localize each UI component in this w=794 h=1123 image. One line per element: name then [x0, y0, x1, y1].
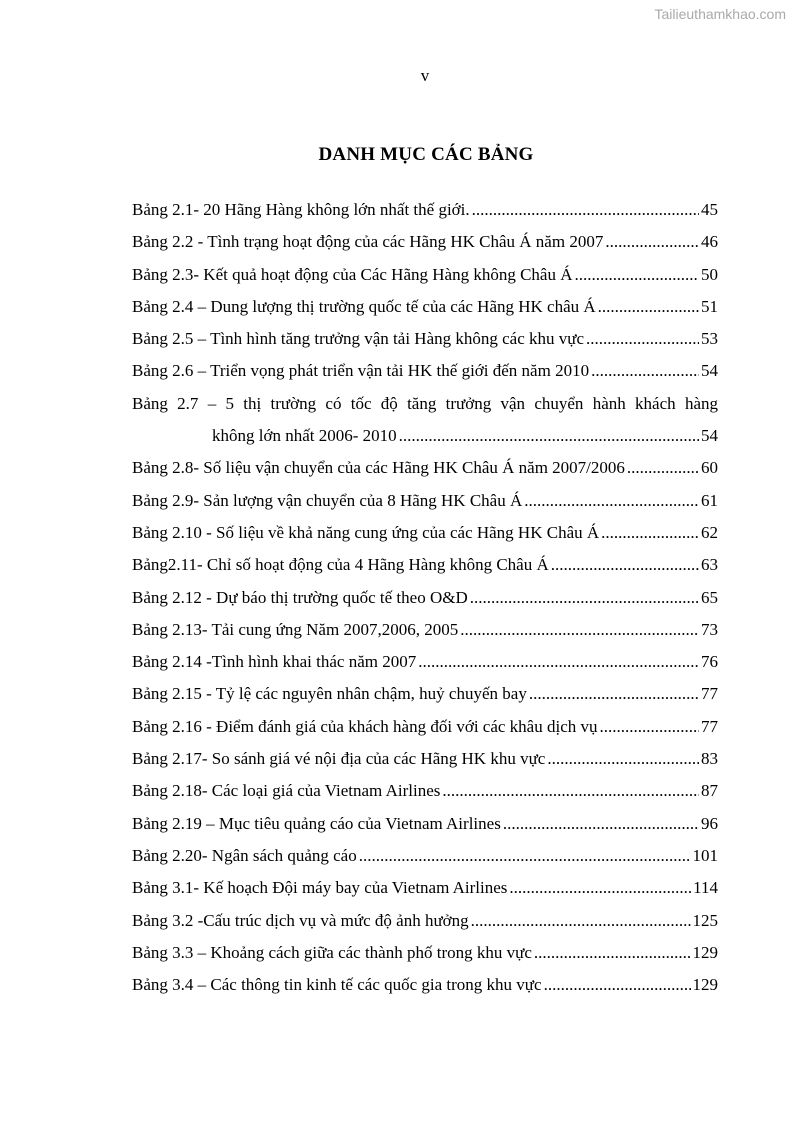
toc-entry: [132, 454, 718, 486]
toc-entry: [132, 745, 718, 777]
toc-entry-page: 54: [701, 361, 718, 381]
toc-entry-page: 46: [701, 232, 718, 252]
dot-leader: [471, 907, 691, 935]
toc-entry: [132, 648, 718, 680]
dot-leader: [418, 648, 699, 676]
dot-leader: [598, 293, 699, 321]
toc-entry: [132, 907, 718, 939]
dot-leader: [359, 842, 691, 870]
toc-entry: [132, 713, 718, 745]
dot-leader: [529, 680, 699, 708]
dot-leader: [534, 939, 691, 967]
dot-leader: [586, 325, 699, 353]
toc-entry: [132, 487, 718, 519]
toc-entry-page: 54: [701, 426, 718, 446]
toc-entry-page: 73: [701, 619, 718, 639]
toc-entry: [132, 874, 718, 906]
toc-entry-page: 62: [701, 522, 718, 542]
dot-leader: [547, 745, 699, 773]
toc-entry-continuation: [132, 422, 718, 454]
page-title: DANH MỤC CÁC BẢNG: [318, 144, 534, 165]
toc-entry-page: 114: [693, 878, 718, 898]
toc-entry: [132, 293, 718, 325]
toc-entry: [132, 261, 718, 293]
toc-entry-label: Bảng 2.18- Các loại giá của Vietnam Airlines: [132, 781, 441, 801]
toc-entry-label: Bảng 2.14 -Tình hình khai thác năm 2007: [132, 652, 417, 672]
toc-entry-label: Bảng 2.16 - Điểm đánh giá của khách hàng đối với các khâu dịch vụ: [132, 716, 598, 736]
toc-entry-label: Bảng 2.6 – Triển vọng phát triển vận tải HK thế giới đến năm 2010: [132, 361, 590, 381]
toc-entry-label: Bảng 2.8- Số liệu vận chuyển của các Hãng HK Châu Á năm 2007/2006: [132, 458, 625, 478]
dot-leader: [509, 874, 691, 902]
toc-entry-page: 129: [692, 942, 718, 962]
toc-entry-label: Bảng 2.3- Kết quả hoạt động của Các Hãng Hàng không Châu Á: [132, 264, 573, 284]
toc-entry: [132, 842, 718, 874]
dot-leader: [460, 616, 699, 644]
toc-entry-page: 125: [692, 910, 718, 930]
toc-entry-label: Bảng 2.2 - Tình trạng hoạt động của các Hãng HK Châu Á năm 2007: [132, 232, 604, 252]
toc-entry-label: Bảng 2.10 - Số liệu về khả năng cung ứng của các Hãng HK Châu Á: [132, 522, 600, 542]
toc-entry-label: Bảng 2.4 – Dung lượng thị trường quốc tế của các Hãng HK châu Á: [132, 296, 596, 316]
toc-entry-page: 45: [701, 200, 718, 219]
toc-entry-page: 96: [701, 813, 718, 833]
toc-entry-label: Bảng 2.9- Sản lượng vận chuyển của 8 Hãng HK Châu Á: [132, 490, 523, 510]
toc-entry: [132, 939, 718, 971]
toc-entry-label: Bảng2.11- Chỉ số hoạt động của 4 Hãng Hàng không Châu Á: [132, 555, 549, 575]
toc-entry: [132, 519, 718, 551]
toc-entry: [132, 196, 718, 228]
toc-entry-label: Bảng 2.5 – Tình hình tăng trưởng vận tải Hàng không các khu vực: [132, 329, 585, 349]
toc-entry: [132, 390, 718, 422]
dot-leader: [399, 422, 699, 450]
toc-entry-label: Bảng 3.1- Kế hoạch Đội máy bay của Vietnam Airlines: [132, 878, 508, 898]
dot-leader: [574, 261, 699, 289]
toc-entry-page: 76: [701, 652, 718, 672]
toc-entry-label: Bảng 3.4 – Các thông tin kinh tế các quốc gia trong khu vực: [132, 975, 542, 995]
toc-entry-label: Bảng 2.7 – 5 thị trường có tốc độ tăng trưởng vận chuyển hành khách hàng: [132, 393, 718, 413]
toc-entry-label: Bảng 3.3 – Khoảng cách giữa các thành phố trong khu vực: [132, 942, 532, 962]
toc-entry-page: 101: [692, 845, 718, 865]
toc-entry-page: 87: [701, 781, 718, 801]
toc-entry-label: không lớn nhất 2006- 2010: [212, 426, 397, 446]
toc-entry: [132, 228, 718, 260]
dot-leader: [601, 519, 699, 547]
toc-entry-page: 51: [701, 296, 718, 316]
toc-entry-page: 77: [701, 716, 718, 736]
dot-leader: [591, 357, 699, 385]
page-number: v: [420, 66, 430, 85]
toc-entry-page: 60: [701, 458, 718, 478]
toc-entry-label: Bảng 2.17- So sánh giá vé nội địa của các Hãng HK khu vực: [132, 749, 546, 769]
dot-leader: [551, 551, 699, 579]
toc-entry: [132, 680, 718, 712]
toc-entry: [132, 325, 718, 357]
dot-leader: [544, 971, 691, 999]
toc-entry-page: 61: [701, 490, 718, 510]
toc-entry: [132, 551, 718, 583]
toc-entry-label: Bảng 2.13- Tải cung ứng Năm 2007,2006, 2005: [132, 619, 459, 639]
toc-entry: [132, 810, 718, 842]
toc-entry-page: 53: [701, 329, 718, 349]
toc-entry-label: Bảng 2.15 - Tỷ lệ các nguyên nhân chậm, huỷ chuyến bay: [132, 684, 527, 704]
toc-entry-page: 129: [692, 975, 718, 995]
dot-leader: [503, 810, 699, 838]
toc-entry: [132, 584, 718, 616]
dot-leader: [627, 454, 699, 482]
dot-leader: [605, 228, 699, 256]
toc-entry-label: Bảng 2.1- 20 Hãng Hàng không lớn nhất thế giới.: [132, 200, 470, 219]
toc-entry: [132, 777, 718, 809]
toc-entry-page: 63: [701, 555, 718, 575]
toc-entry-page: 65: [701, 587, 718, 607]
toc-entry: [132, 616, 718, 648]
toc-entry-page: 83: [701, 749, 718, 769]
toc-entry: [132, 971, 718, 1003]
dot-leader: [524, 487, 699, 515]
toc-entry-label: Bảng 3.2 -Cấu trúc dịch vụ và mức độ ảnh hưởng: [132, 910, 469, 930]
toc-entry-page: 77: [701, 684, 718, 704]
toc-entry-label: Bảng 2.19 – Mục tiêu quảng cáo của Vietnam Airlines: [132, 813, 501, 833]
toc-entry-page: 50: [701, 264, 718, 284]
dot-leader: [442, 777, 699, 805]
dot-leader: [472, 196, 699, 224]
toc-entry: [132, 357, 718, 389]
dot-leader: [600, 713, 700, 741]
table-list: [132, 196, 718, 1003]
watermark: Tailieuthamkhao.com: [654, 6, 786, 22]
dot-leader: [470, 584, 699, 612]
toc-entry-label: Bảng 2.12 - Dự báo thị trường quốc tế theo O&D: [132, 587, 468, 607]
toc-entry-label: Bảng 2.20- Ngân sách quảng cáo: [132, 845, 357, 865]
